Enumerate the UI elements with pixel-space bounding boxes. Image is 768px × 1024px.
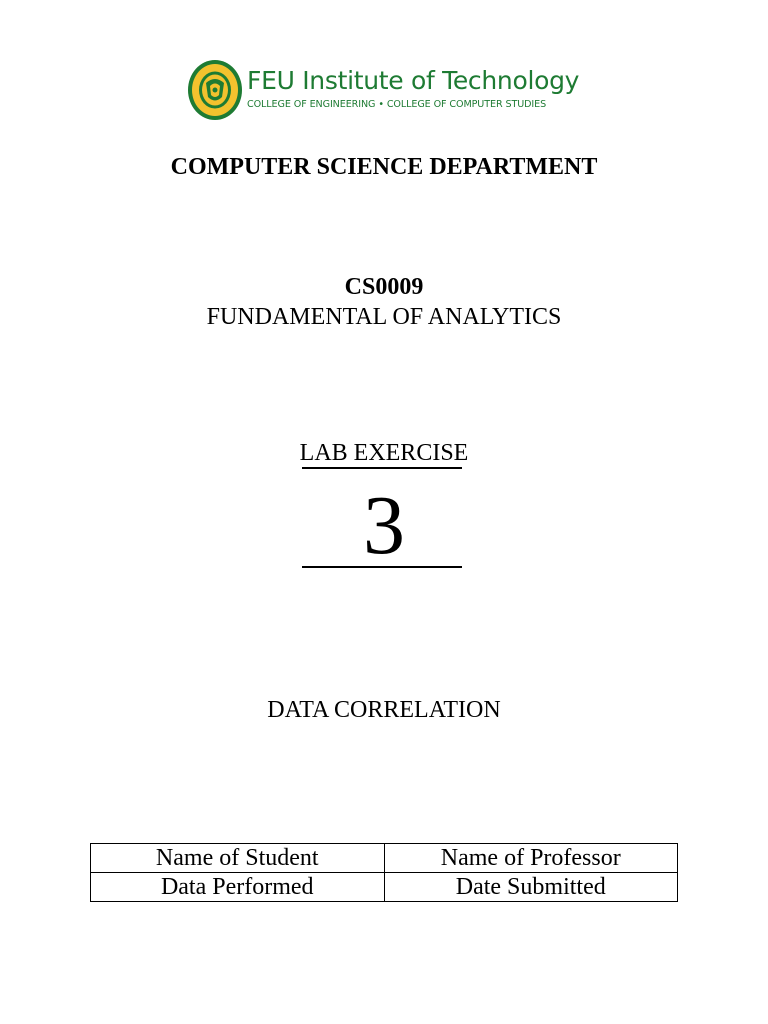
logo-institution-name: FEU Institute of Technology [247, 66, 580, 95]
lab-topic: DATA CORRELATION [267, 697, 501, 723]
lab-exercise-number: 3 [363, 479, 405, 572]
date-submitted-cell: Date Submitted [384, 873, 678, 902]
professor-name-cell: Name of Professor [384, 844, 678, 873]
department-heading: COMPUTER SCIENCE DEPARTMENT [170, 154, 598, 180]
submission-info-table [90, 843, 678, 902]
course-name: FUNDAMENTAL OF ANALYTICS [206, 304, 562, 330]
feu-seal-icon [187, 59, 243, 121]
table-row [91, 873, 678, 902]
lab-number-underline [302, 566, 462, 568]
lab-label-underline [302, 467, 462, 469]
logo-colleges-subtitle: COLLEGE OF ENGINEERING • COLLEGE OF COMPUTER STUDIES [247, 99, 547, 110]
table-row [91, 844, 678, 873]
course-code: CS0009 [344, 274, 424, 300]
student-name-cell: Name of Student [91, 844, 385, 873]
date-performed-cell: Data Performed [91, 873, 385, 902]
lab-exercise-label: LAB EXERCISE [299, 440, 469, 466]
institution-logo [187, 58, 597, 124]
